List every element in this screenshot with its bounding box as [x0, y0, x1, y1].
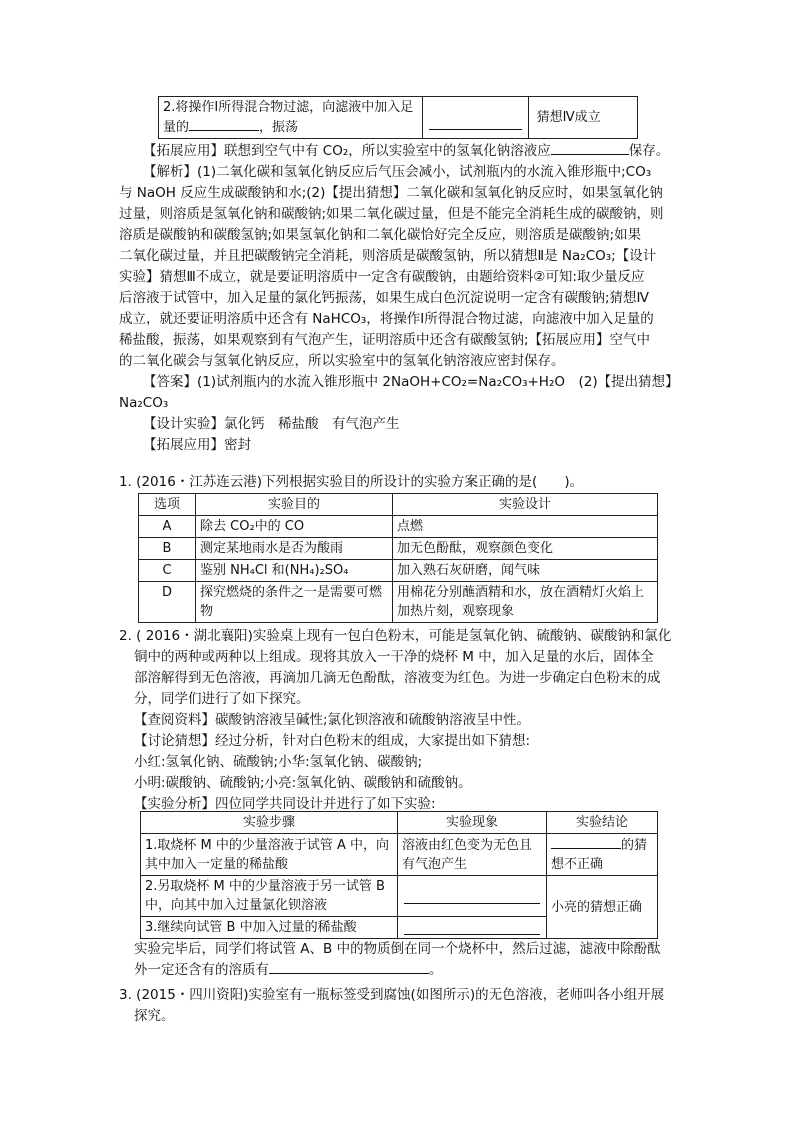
table-row: [139, 538, 658, 560]
analysis-line: 后溶液于试管中，加入足量的氯化钙振荡，如果生成白色沉淀说明一定含有碳酸钠;猜想Ⅳ: [119, 290, 650, 306]
analysis-line: 成立，就还要证明溶质中还含有 NaHCO₃，将操作Ⅰ所得混合物过滤，向滤液中加入足量的: [119, 311, 654, 327]
table-header-row: [141, 812, 658, 834]
question-1-stem: 1. (2016・江苏连云港)下列根据实验目的所设计的实验方案正确的是( )。: [119, 474, 584, 490]
guess-line: 小明:碳酸钠、硫酸钠;小亮:氢氧化钠、碳酸钠和硫酸钠。: [134, 775, 472, 791]
analysis-line: 二氧化碳过量，并且把碳酸钠完全消耗，则溶质是碳酸氢钠，所以猜想Ⅱ是 Na₂CO₃;【设计: [119, 248, 657, 264]
column-header: 实验现象: [398, 812, 547, 834]
analysis-line: 过量，则溶质是氢氧化钠和碳酸钠;如果二氧化碳过量，但是不能完全消耗生成的碳酸钠，则: [119, 206, 664, 222]
question-1-table: [138, 493, 658, 623]
after-experiment: 外一定还含有的溶质有 。: [134, 962, 443, 978]
question-2-stem: 铜中的两种或两种以上组成。现将其放入一干净的烧杯 M 中，加入足量的水后，固体全: [134, 649, 654, 665]
answer-design: 【设计实验】氯化钙 稀盐酸 有气泡产生: [143, 416, 400, 432]
answer-blank[interactable]: [551, 141, 629, 155]
extension-application: 【拓展应用】联想到空气中有 CO₂，所以实验室中的氢氧化钠溶液应 保存。: [143, 143, 670, 159]
question-2-stem: 2. ( 2016・湖北襄阳)实验桌上现有一包白色粉末，可能是氢氧化钠、硫酸钠、碳酸钠和氯化: [119, 628, 672, 644]
guess-line: 小红:氢氧化钠、硫酸钠;小华:氢氧化钠、碳酸钠;: [134, 754, 423, 770]
question-2-stem: 部溶解得到无色溶液，再滴加几滴无色酚酞，溶液变为红色。为进一步确定白色粉末的成: [134, 670, 661, 686]
table-row: [139, 516, 658, 538]
column-header: 实验步骤: [141, 812, 398, 834]
design-cell: 点燃: [393, 516, 658, 538]
question-2-table: [140, 811, 658, 939]
analysis-line: 【解析】(1)二氧化碳和氢氧化钠反应后气压会减小，试剂瓶内的水流入锥形瓶中;CO₃: [143, 164, 652, 180]
conclusion-cell: 的猜想不正确: [547, 834, 658, 876]
question-3-stem: 探究。: [134, 1008, 175, 1024]
answer-blank[interactable]: [551, 835, 621, 849]
phenomenon-cell: [398, 876, 547, 917]
step-cell: 2.将操作Ⅰ所得混合物过滤，向滤液中加入足量的 ，振荡: [159, 97, 423, 139]
answer-line: 【答案】(1)试剂瓶内的水流入锥形瓶中 2NaOH+CO₂=Na₂CO₃+H₂O (2)【提出猜想】: [143, 374, 679, 390]
analysis-line: 的二氧化碳会与氢氧化钠反应，所以实验室中的氢氧化钠溶液应密封保存。: [119, 353, 565, 369]
discuss-guess: 【讨论猜想】经过分析，针对白色粉末的组成，大家提出如下猜想:: [134, 733, 531, 749]
column-header: 选项: [139, 494, 196, 516]
analysis-line: 稀盐酸，振荡，如果观察到有气泡产生，证明溶质中还含有碳酸氢钠;【拓展应用】空气中: [119, 332, 651, 348]
top-table: [158, 96, 638, 139]
design-cell: 加无色酚酞，观察颜色变化: [393, 538, 658, 560]
question-2-stem: 分，同学们进行了如下探究。: [134, 691, 310, 707]
answer-blank[interactable]: [269, 960, 429, 974]
answer-line: Na₂CO₃: [119, 395, 169, 411]
design-cell: 加入熟石灰研磨，闻气味: [393, 560, 658, 582]
conclusion-cell: 小亮的猜想正确: [547, 876, 658, 939]
step-cell: 1.取烧杯 M 中的少量溶液于试管 A 中，向其中加入一定量的稀盐酸: [141, 834, 398, 876]
answer-blank[interactable]: [404, 889, 540, 904]
table-row: [139, 582, 658, 623]
table-row: [141, 834, 658, 876]
table-row: [139, 560, 658, 582]
design-cell: 用棉花分别蘸酒精和水，放在酒精灯火焰上加热片刻，观察现象: [393, 582, 658, 623]
step-cell: 3.继续向试管 B 中加入过量的稀盐酸: [141, 917, 398, 939]
answer-blank[interactable]: [189, 117, 259, 131]
step-cell: 2.另取烧杯 M 中的少量溶液于另一试管 B 中，向其中加入过量氯化钡溶液: [141, 876, 398, 917]
analysis-line: 与 NaOH 反应生成碳酸钠和水;(2)【提出猜想】二氧化碳和氢氧化钠反应时，如果氢氧化钠: [119, 185, 663, 201]
question-3-stem: 3. (2015・四川资阳)实验室有一瓶标签受到腐蚀(如图所示)的无色溶液，老师叫各小组开展: [119, 987, 665, 1003]
experiment-analysis: 【实验分析】四位同学共同设计并进行了如下实验:: [134, 796, 436, 812]
option-cell: D: [139, 582, 196, 623]
phenomenon-cell: 溶液由红色变为无色且有气泡产生: [398, 834, 547, 876]
answer-blank[interactable]: [429, 115, 521, 130]
purpose-cell: 鉴别 NH₄Cl 和(NH₄)₂SO₄: [196, 560, 393, 582]
phenomenon-cell: [398, 917, 547, 939]
after-experiment: 实验完毕后，同学们将试管 A、B 中的物质倒在同一个烧杯中，然后过滤，滤液中除酚酞: [134, 941, 661, 957]
option-cell: B: [139, 538, 196, 560]
column-header: 实验目的: [196, 494, 393, 516]
analysis-line: 实验】猜想Ⅲ不成立，就是要证明溶质中一定含有碳酸钠，由题给资料②可知:取少量反应: [119, 269, 645, 285]
lookup-info: 【查阅资料】碳酸钠溶液呈碱性;氯化钡溶液和硫酸钠溶液呈中性。: [134, 712, 531, 728]
answer-blank[interactable]: [404, 920, 540, 935]
option-cell: C: [139, 560, 196, 582]
table-row: [159, 97, 638, 139]
column-header: 实验设计: [393, 494, 658, 516]
conclusion-cell: 猜想Ⅳ成立: [528, 97, 637, 139]
purpose-cell: 除去 CO₂中的 CO: [196, 516, 393, 538]
table-header-row: [139, 494, 658, 516]
phenomenon-cell: [423, 97, 528, 139]
column-header: 实验结论: [547, 812, 658, 834]
purpose-cell: 测定某地雨水是否为酸雨: [196, 538, 393, 560]
answer-extension: 【拓展应用】密封: [143, 437, 251, 453]
purpose-cell: 探究燃烧的条件之一是需要可燃物: [196, 582, 393, 623]
analysis-line: 溶质是碳酸钠和碳酸氢钠;如果氢氧化钠和二氧化碳恰好完全反应，则溶质是碳酸钠;如果: [119, 227, 642, 243]
table-row: [141, 876, 658, 917]
option-cell: A: [139, 516, 196, 538]
